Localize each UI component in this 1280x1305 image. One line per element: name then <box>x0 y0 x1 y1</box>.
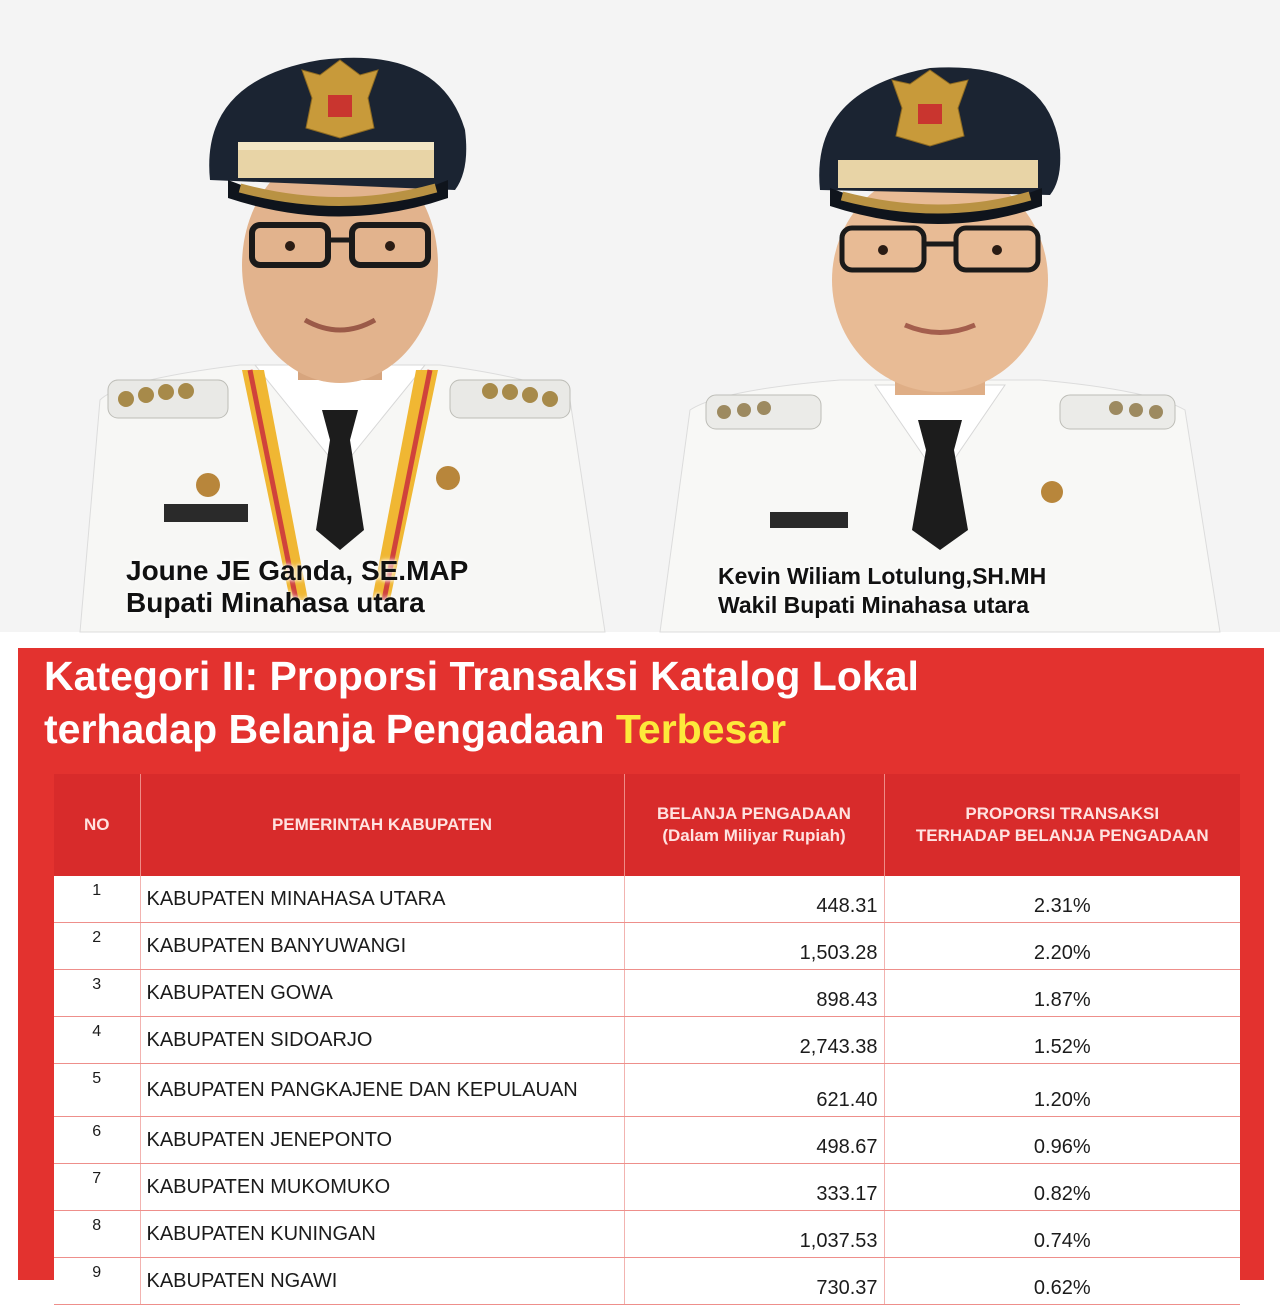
header-no: NO <box>54 774 140 876</box>
row-proportion: 0.82% <box>884 1164 1240 1211</box>
row-proportion: 0.74% <box>884 1211 1240 1258</box>
table-row <box>54 923 1240 970</box>
header-proportion-line1: PROPORSI TRANSAKSI <box>965 804 1160 823</box>
table-row <box>54 876 1240 923</box>
portrait-bupati-illustration <box>60 20 620 632</box>
row-number: 3 <box>54 970 140 1017</box>
row-spend: 621.40 <box>624 1064 884 1117</box>
title-highlight: Terbesar <box>615 706 787 752</box>
row-name: KABUPATEN SIDOARJO <box>140 1017 624 1064</box>
row-proportion: 1.20% <box>884 1064 1240 1117</box>
row-number: 2 <box>54 923 140 970</box>
header-proportion-line2: TERHADAP BELANJA PENGADAAN <box>915 826 1209 845</box>
table-row <box>54 1258 1240 1305</box>
row-spend: 1,037.53 <box>624 1211 884 1258</box>
row-proportion: 0.96% <box>884 1117 1240 1164</box>
title-line-2-text: terhadap Belanja Pengadaan <box>44 706 616 752</box>
table-row <box>54 1064 1240 1117</box>
row-name: KABUPATEN KUNINGAN <box>140 1211 624 1258</box>
portrait-bupati <box>60 20 620 632</box>
row-spend: 2,743.38 <box>624 1017 884 1064</box>
officials-photo-area <box>0 0 1280 632</box>
header-gov: PEMERINTAH KABUPATEN <box>140 774 624 876</box>
row-number: 8 <box>54 1211 140 1258</box>
title-line-1: Kategori II: Proporsi Transaksi Katalog Lokal <box>44 653 919 699</box>
row-name: KABUPATEN BANYUWANGI <box>140 923 624 970</box>
row-spend: 498.67 <box>624 1117 884 1164</box>
row-number: 6 <box>54 1117 140 1164</box>
row-spend: 1,503.28 <box>624 923 884 970</box>
portrait-wakil-bupati <box>650 50 1230 632</box>
table-header-row <box>54 774 1240 876</box>
row-number: 1 <box>54 876 140 923</box>
header-spend-line2: (Dalam Miliyar Rupiah) <box>662 826 846 845</box>
bupati-position: Bupati Minahasa utara <box>126 587 425 618</box>
row-name: KABUPATEN NGAWI <box>140 1258 624 1305</box>
row-name: KABUPATEN JENEPONTO <box>140 1117 624 1164</box>
row-number: 4 <box>54 1017 140 1064</box>
row-number: 9 <box>54 1258 140 1305</box>
bupati-name: Joune JE Ganda, SE.MAP <box>126 555 469 586</box>
title-line-2 <box>44 703 919 756</box>
ranking-table-container <box>54 774 1240 1299</box>
table-row <box>54 1211 1240 1258</box>
row-number: 5 <box>54 1064 140 1117</box>
portrait-wakil-bupati-illustration <box>650 50 1230 632</box>
ranking-table <box>54 774 1240 1305</box>
row-proportion: 2.31% <box>884 876 1240 923</box>
caption-bupati <box>126 555 468 619</box>
row-proportion: 1.52% <box>884 1017 1240 1064</box>
wakil-bupati-position: Wakil Bupati Minahasa utara <box>718 592 1029 618</box>
wakil-bupati-name: Kevin Wiliam Lotulung,SH.MH <box>718 563 1047 589</box>
header-spend <box>624 774 884 876</box>
row-proportion: 1.87% <box>884 970 1240 1017</box>
header-proportion <box>884 774 1240 876</box>
row-spend: 448.31 <box>624 876 884 923</box>
row-name: KABUPATEN GOWA <box>140 970 624 1017</box>
row-spend: 730.37 <box>624 1258 884 1305</box>
row-proportion: 2.20% <box>884 923 1240 970</box>
row-spend: 333.17 <box>624 1164 884 1211</box>
caption-wakil-bupati <box>718 562 1046 620</box>
table-row <box>54 1017 1240 1064</box>
row-spend: 898.43 <box>624 970 884 1017</box>
infographic-title <box>44 650 919 756</box>
row-proportion: 0.62% <box>884 1258 1240 1305</box>
infographic-panel <box>18 648 1264 1299</box>
row-number: 7 <box>54 1164 140 1211</box>
row-name: KABUPATEN MINAHASA UTARA <box>140 876 624 923</box>
row-name: KABUPATEN MUKOMUKO <box>140 1164 624 1211</box>
table-row <box>54 970 1240 1017</box>
table-row <box>54 1117 1240 1164</box>
table-row <box>54 1164 1240 1211</box>
row-name: KABUPATEN PANGKAJENE DAN KEPULAUAN <box>140 1064 624 1117</box>
header-spend-line1: BELANJA PENGADAAN <box>657 804 851 823</box>
